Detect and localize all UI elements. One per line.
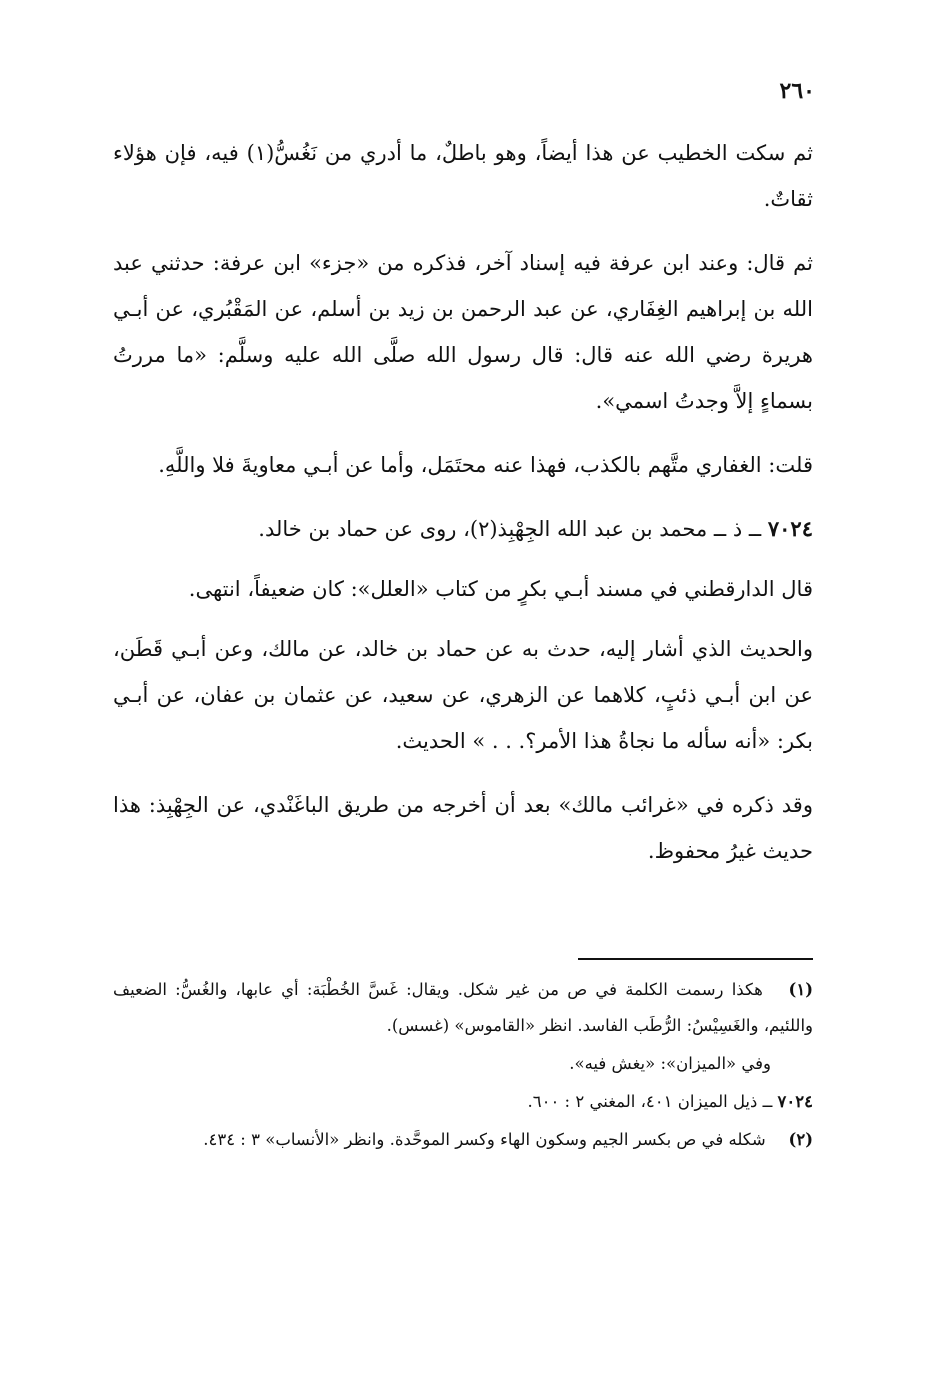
footnote-1-text: هكذا رسمت الكلمة في ص من غير شكل. ويقال: غَسَّ الخُطْبَة: أي عابها، والغُسُّ: الضعيف واللئيم، والغَسِيْسُ: الرُّطَب الفاسد. انظر «القاموس» (غسس). [113, 980, 813, 1035]
footnote-reference [113, 1084, 813, 1120]
biography-entry-heading [113, 506, 813, 552]
paragraph-3: قلت: الغفاري متَّهم بالكذب، فهذا عنه محتَمَل، وأما عن أبـي معاويةَ فلا واللَّهِ. [158, 453, 813, 477]
footnote-2-text: شكله في ص بكسر الجيم وسكون الهاء وكسر الموحَّدة. وانظر «الأنساب» ٣ : ٤٣٤. [203, 1130, 766, 1149]
footnotes [113, 972, 813, 1160]
paragraph-1: ثم سكت الخطيب عن هذا أيضاً، وهو باطلٌ، ما أدري من نَغُسُّ(١) فيه، فإن هؤلاء ثقاتٌ. [113, 141, 813, 211]
footnote-1-number: (١) [788, 980, 814, 999]
main-text [113, 130, 813, 892]
footnote-divider [578, 958, 813, 960]
footnote-2 [113, 1122, 813, 1158]
footnote-reference-text: ــ ذيل الميزان ٤٠١، المغني ٢ : ٦٠٠. [527, 1092, 773, 1111]
page-number: ٢٦٠ [779, 78, 815, 104]
footnote-2-number: (٢) [788, 1130, 813, 1149]
footnote-reference-number: ٧٠٢٤ [777, 1092, 813, 1111]
entry-heading-text: ــ ذ ــ محمد بن عبد الله الجِهْبِذ(٢)، روى عن حماد بن خالد. [258, 517, 762, 541]
paragraph-2: ثم قال: وعند ابن عرفة فيه إسناد آخر، فذكره من «جزء» ابن عرفة: حدثني عبد الله بن إبراهيم الغِفَاري، عن عبد الرحمن بن زيد بن أسلم، عن المَقْبُري، عن أبـي هريرة رضي الله عنه قال: قال رسول الله صلَّى الله عليه وسلَّم: «ما مررتُ بسماءٍ إلاَّ وجدتُ اسمي». [113, 251, 813, 413]
entry-paragraph-1: قال الدارقطني في مسند أبـي بكرٍ من كتاب «العلل»: كان ضعيفاً، انتهى. [188, 577, 813, 601]
entry-paragraph-3: وقد ذكره في «غرائب مالك» بعد أن أخرجه من طريق الباغَنْدي، عن الجِهْبِذ: هذا حديث غيرُ محفوظ. [113, 793, 813, 863]
footnote-1 [113, 972, 813, 1044]
entry-paragraph-2: والحديث الذي أشار إليه، حدث به عن حماد بن خالد، عن مالك، وعن أبـي قَطَن، عن ابن أبـي ذئبٍ، كلاهما عن الزهري، عن سعيد، عن عثمان بن عفان، عن أبـي بكر: «أنه سأله ما نجاةُ هذا الأمر؟. . . » الحديث. [113, 637, 813, 753]
entry-number: ٧٠٢٤ [767, 516, 813, 541]
footnote-1-extra: وفي «الميزان»: «يغش فيه». [569, 1054, 771, 1073]
